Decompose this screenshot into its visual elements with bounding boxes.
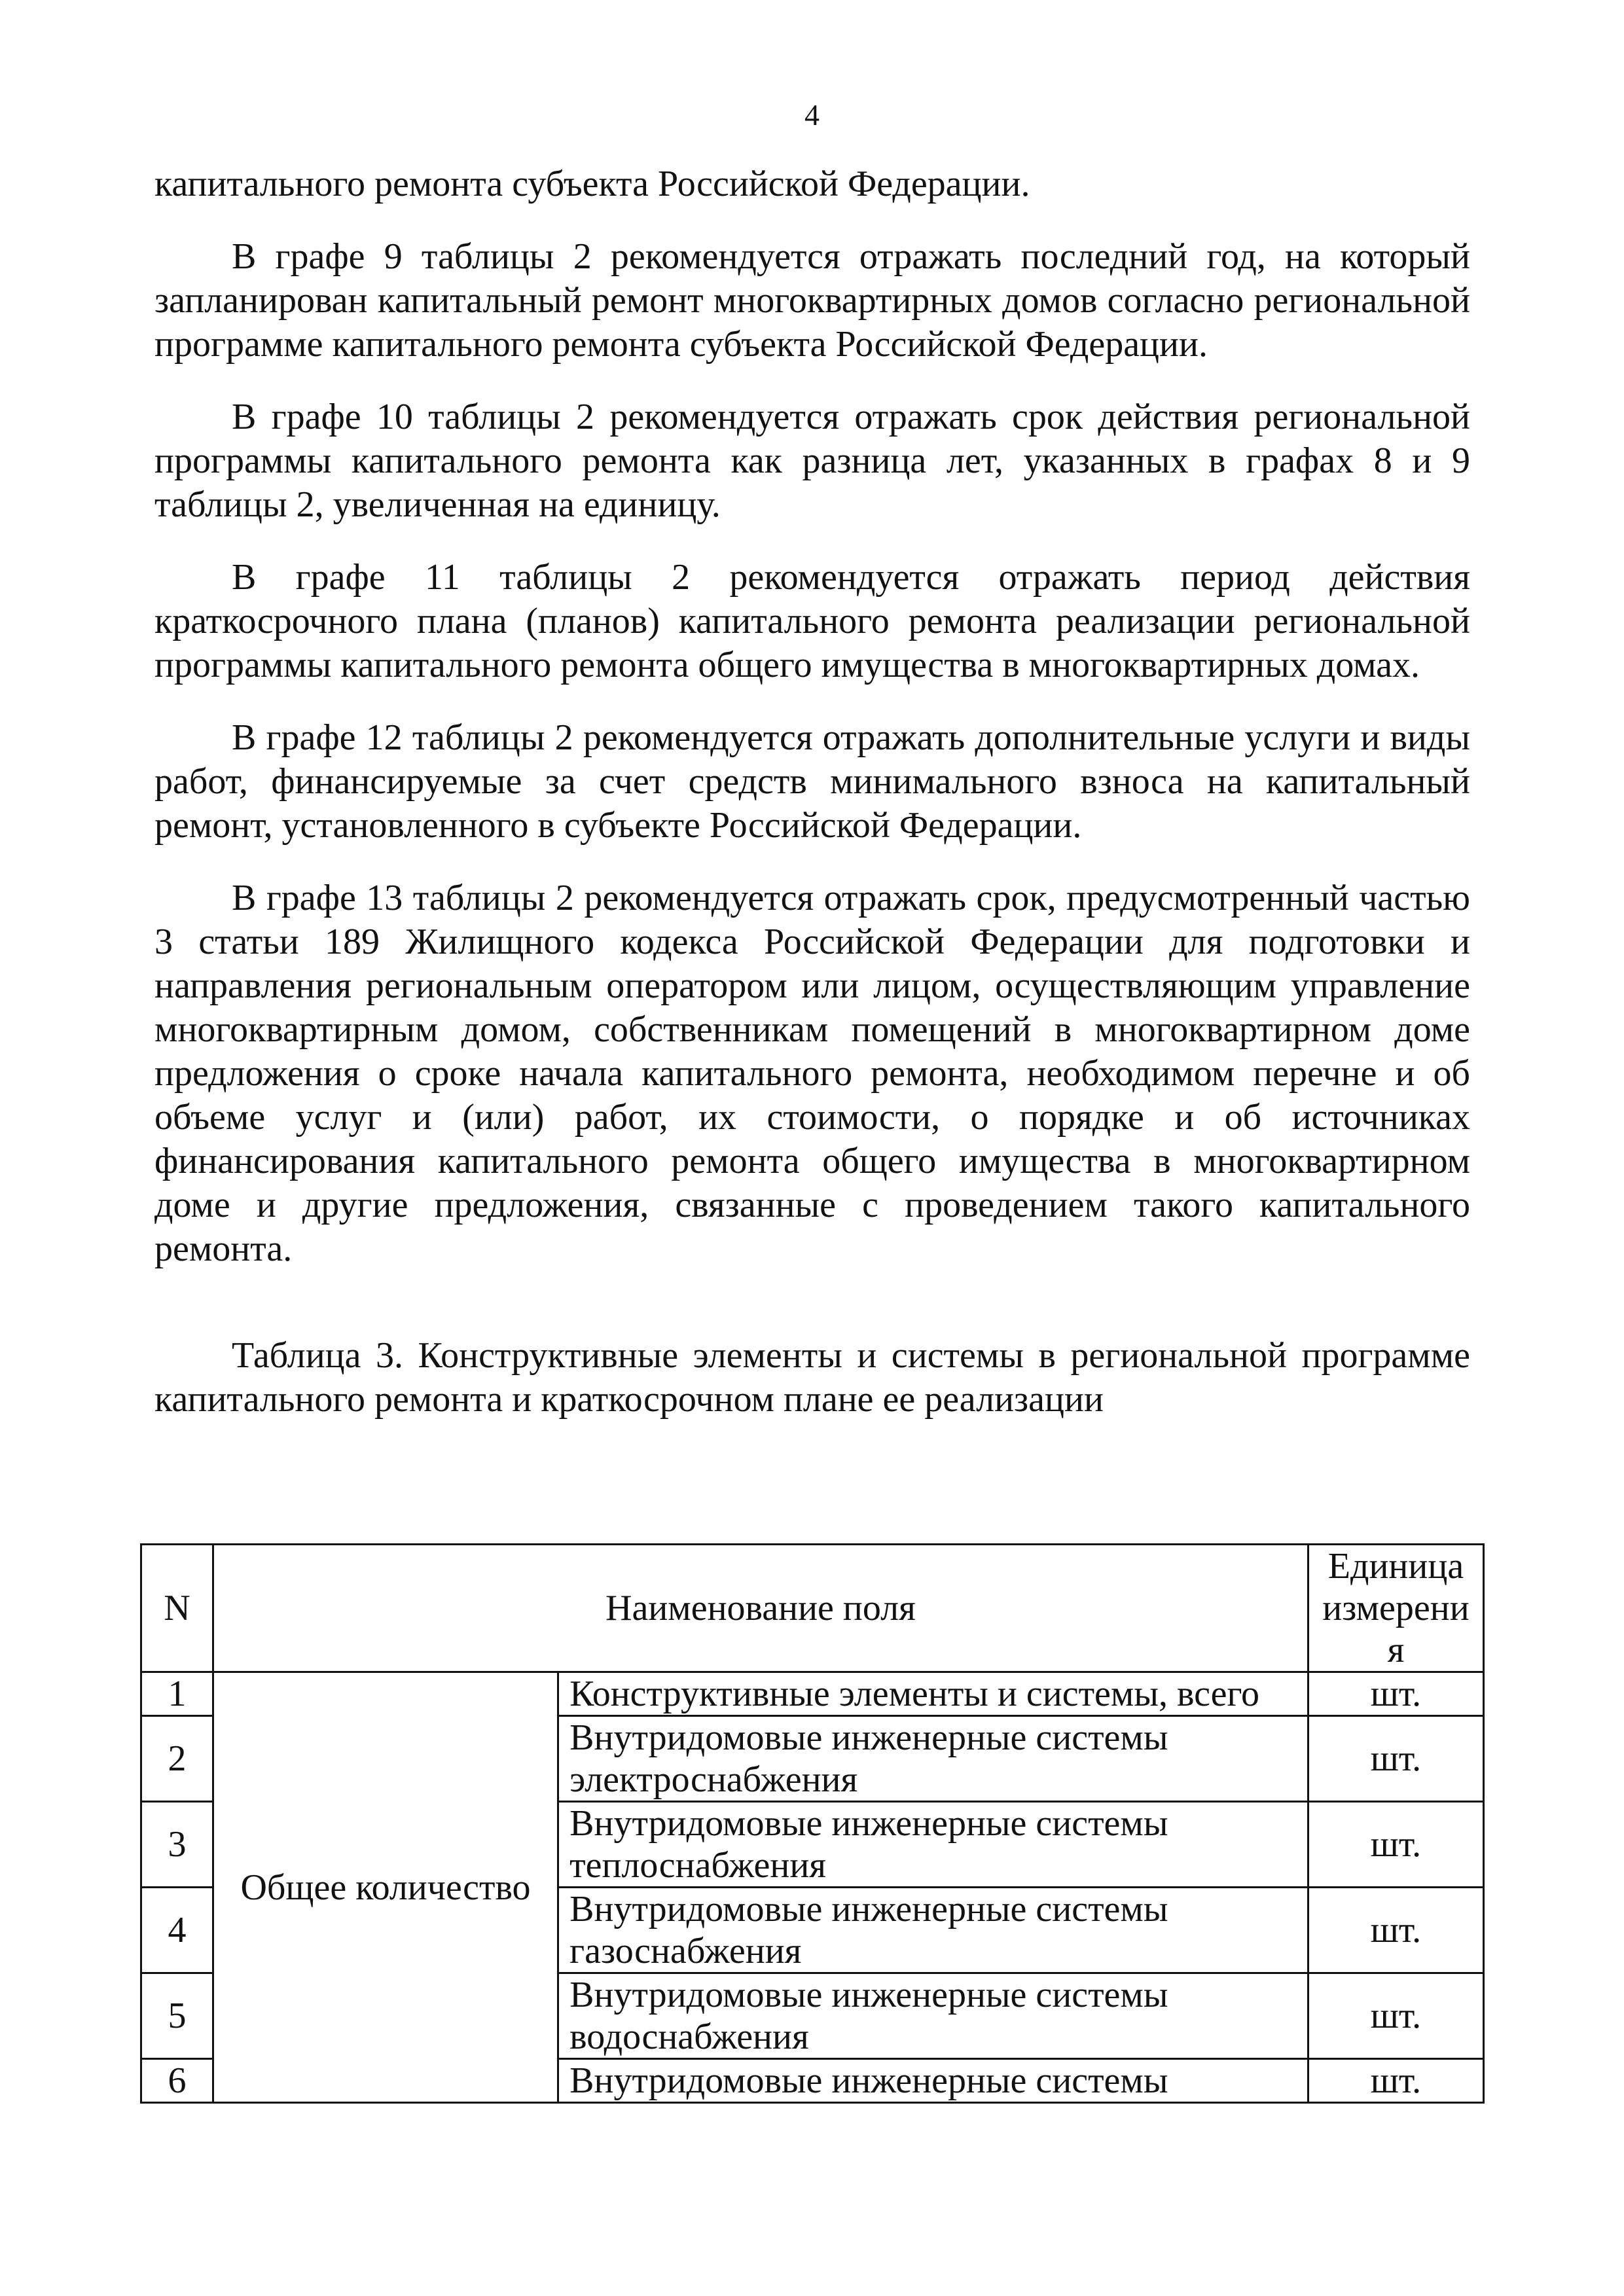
row-number: 5 (141, 1973, 213, 2059)
table-3 (140, 1543, 1485, 2104)
paragraph-continuation: капитального ремонта субъекта Российской Федерации. (154, 164, 1030, 204)
row-number: 3 (141, 1802, 213, 1888)
paragraph-column-11: В графе 11 таблицы 2 рекомендуется отражать период действия краткосрочного плана (планов) капитального ремонта реализации региональной программы капитального ремонта общего имущества в многоквартирных домах. (154, 557, 1470, 685)
row-unit: шт. (1308, 1802, 1483, 1888)
row-unit: шт. (1308, 1888, 1483, 1973)
header-number: N (141, 1545, 213, 1672)
row-field-name: Внутридомовые инженерные системы водоснабжения (558, 1973, 1308, 2059)
row-field-name: Внутридомовые инженерные системы (558, 2059, 1308, 2103)
paragraph-column-12: В графе 12 таблицы 2 рекомендуется отражать дополнительные услуги и виды работ, финансируемые за счет средств минимального взноса на капитальный ремонт, установленного в субъекте Российской Федерации. (154, 717, 1470, 846)
group-label: Общее количество (213, 1672, 558, 2103)
table-row (141, 1672, 1484, 1716)
row-unit: шт. (1308, 1672, 1483, 1716)
header-field-name: Наименование поля (213, 1545, 1308, 1672)
row-number: 6 (141, 2059, 213, 2103)
row-number: 2 (141, 1716, 213, 1802)
header-unit: Единица измерени я (1308, 1545, 1483, 1672)
row-field-name: Внутридомовые инженерные системы газоснабжения (558, 1888, 1308, 1973)
row-field-name: Конструктивные элементы и системы, всего (558, 1672, 1308, 1716)
row-number: 4 (141, 1888, 213, 1973)
page-number: 4 (804, 98, 820, 132)
row-field-name: Внутридомовые инженерные системы теплоснабжения (558, 1802, 1308, 1888)
paragraph-column-9: В графе 9 таблицы 2 рекомендуется отражать последний год, на который запланирован капитальный ремонт многоквартирных домов согласно региональной программе капитального ремонта субъекта Российской Федерации. (154, 236, 1470, 365)
paragraph-column-13: В графе 13 таблицы 2 рекомендуется отражать срок, предусмотренный частью 3 статьи 189 Жилищного кодекса Российской Федерации для подготовки и направления региональным оператором или лицом, осуществляющим управление многоквартирным домом, собственникам помещений в многоквартирном доме предложения о сроке начала капитального ремонта, необходимом перечне и об объеме услуг и (или) работ, их стоимости, о порядке и об источниках финансирования капитального ремонта общего имущества в многоквартирном доме и другие предложения, связанные с проведением такого капитального ремонта. (154, 878, 1470, 1269)
document-body (154, 162, 1470, 1422)
row-number: 1 (141, 1672, 213, 1716)
row-unit: шт. (1308, 1973, 1483, 2059)
paragraph-column-10: В графе 10 таблицы 2 рекомендуется отражать срок действия региональной программы капитального ремонта как разница лет, указанных в графах 8 и 9 таблицы 2, увеличенная на единицу. (154, 397, 1470, 525)
table-caption: Таблица 3. Конструктивные элементы и системы в региональной программе капитального ремонта и краткосрочном плане ее реализации (154, 1335, 1470, 1420)
row-unit: шт. (1308, 2059, 1483, 2103)
row-unit: шт. (1308, 1716, 1483, 1802)
row-field-name: Внутридомовые инженерные системы электроснабжения (558, 1716, 1308, 1802)
table-header-row (141, 1545, 1484, 1672)
